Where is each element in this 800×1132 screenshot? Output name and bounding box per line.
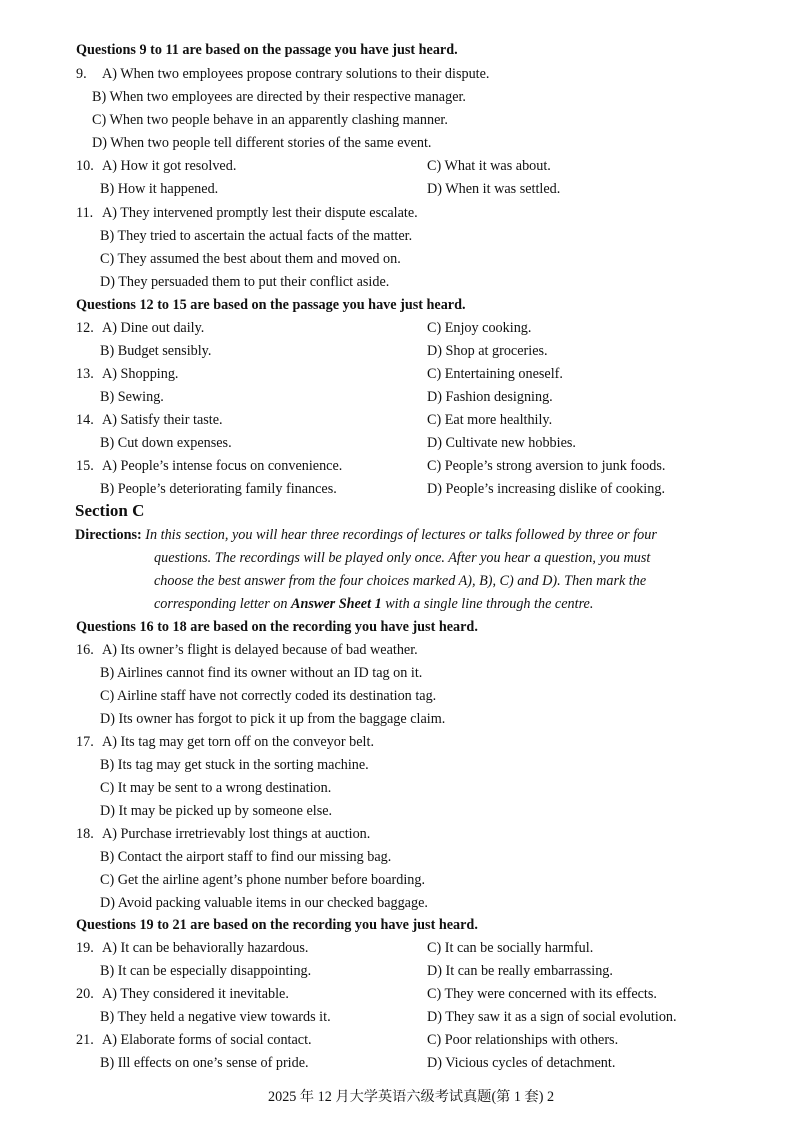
question-number: 18. — [76, 826, 94, 842]
question-19 — [76, 939, 308, 957]
option-a: A) Dine out daily. — [102, 320, 205, 336]
directions-line-3: choose the best answer from the four choices marked A), B), C) and D). Then mark the — [154, 573, 647, 589]
question-14 — [76, 411, 223, 429]
option-b: B) They held a negative view towards it. — [100, 1009, 331, 1025]
directions-line-1: In this section, you will hear three recordings of lectures or talks followed by three or four — [145, 527, 657, 543]
question-10 — [76, 157, 236, 175]
page-footer: 2025 年 12 月大学英语六级考试真题(第 1 套) 2 — [268, 1089, 555, 1105]
option-a: A) People’s intense focus on convenience. — [102, 458, 343, 474]
directions — [75, 526, 657, 544]
option-b: B) Ill effects on one’s sense of pride. — [100, 1055, 309, 1071]
question-group-heading: Questions 19 to 21 are based on the recording you have just heard. — [76, 917, 478, 933]
option-c: C) People’s strong aversion to junk foods. — [427, 458, 666, 474]
option-d: D) When it was settled. — [427, 181, 561, 197]
section-title: Section C — [75, 501, 145, 520]
directions-line-2: questions. The recordings will be played only once. After you hear a question, you must — [154, 550, 651, 566]
question-group-heading: Questions 16 to 18 are based on the recording you have just heard. — [76, 619, 478, 635]
question-number: 10. — [76, 158, 94, 174]
question-number: 9. — [76, 66, 87, 82]
option-d: D) They saw it as a sign of social evolution. — [427, 1009, 677, 1025]
directions-text: with a single line through the centre. — [381, 596, 594, 612]
option-c: C) What it was about. — [427, 158, 551, 174]
question-number: 14. — [76, 412, 94, 428]
question-13 — [76, 365, 178, 383]
option-b: B) Contact the airport staff to find our missing bag. — [100, 849, 392, 865]
question-number: 19. — [76, 940, 94, 956]
option-b: B) Airlines cannot find its owner without an ID tag on it. — [100, 665, 423, 681]
option-a: A) Satisfy their taste. — [102, 412, 223, 428]
option-c: C) When two people behave in an apparently clashing manner. — [92, 112, 448, 128]
option-a: A) How it got resolved. — [102, 158, 237, 174]
question-number: 21. — [76, 1032, 94, 1048]
question-group-heading: Questions 9 to 11 are based on the passage you have just heard. — [76, 42, 458, 58]
option-a: A) They intervened promptly lest their dispute escalate. — [102, 205, 418, 221]
option-c: C) Entertaining oneself. — [427, 366, 563, 382]
option-b: B) They tried to ascertain the actual facts of the matter. — [100, 228, 413, 244]
question-20 — [76, 985, 289, 1003]
option-a: A) Its owner’s flight is delayed because of bad weather. — [102, 642, 418, 658]
question-group-heading: Questions 12 to 15 are based on the passage you have just heard. — [76, 297, 466, 313]
option-a: A) When two employees propose contrary solutions to their dispute. — [102, 66, 490, 82]
question-12 — [76, 319, 204, 337]
directions-label: Directions: — [75, 527, 142, 543]
option-c: C) Eat more healthily. — [427, 412, 553, 428]
option-a: A) Elaborate forms of social contact. — [102, 1032, 312, 1048]
option-a: A) It can be behaviorally hazardous. — [102, 940, 309, 956]
question-17 — [76, 733, 374, 751]
option-c: C) It may be sent to a wrong destination. — [100, 780, 332, 796]
question-15 — [76, 457, 342, 475]
option-b: B) Its tag may get stuck in the sorting machine. — [100, 757, 369, 773]
question-number: 17. — [76, 734, 94, 750]
option-d: D) Avoid packing valuable items in our checked baggage. — [100, 895, 428, 911]
question-9 — [76, 65, 489, 83]
question-11 — [76, 204, 418, 222]
option-c: C) Get the airline agent’s phone number before boarding. — [100, 872, 426, 888]
directions-line-4 — [154, 595, 593, 613]
option-c: C) It can be socially harmful. — [427, 940, 594, 956]
option-c: C) Airline staff have not correctly coded its destination tag. — [100, 688, 437, 704]
option-d: D) It may be picked up by someone else. — [100, 803, 333, 819]
option-d: D) Shop at groceries. — [427, 343, 548, 359]
option-b: B) People’s deteriorating family finances. — [100, 481, 337, 497]
option-d: D) Its owner has forgot to pick it up from the baggage claim. — [100, 711, 446, 727]
directions-text: corresponding letter on — [154, 596, 291, 612]
question-number: 12. — [76, 320, 94, 336]
option-b: B) Sewing. — [100, 389, 164, 405]
question-18 — [76, 825, 370, 843]
option-b: B) Budget sensibly. — [100, 343, 212, 359]
option-d: D) They persuaded them to put their conflict aside. — [100, 274, 390, 290]
option-b: B) Cut down expenses. — [100, 435, 232, 451]
option-d: D) It can be really embarrassing. — [427, 963, 613, 979]
option-a: A) They considered it inevitable. — [102, 986, 289, 1002]
question-number: 11. — [76, 205, 94, 221]
option-a: A) Shopping. — [102, 366, 179, 382]
option-b: B) It can be especially disappointing. — [100, 963, 312, 979]
option-d: D) Vicious cycles of detachment. — [427, 1055, 616, 1071]
option-b: B) How it happened. — [100, 181, 219, 197]
question-21 — [76, 1031, 312, 1049]
option-a: A) Its tag may get torn off on the conveyor belt. — [102, 734, 374, 750]
question-number: 20. — [76, 986, 94, 1002]
option-c: C) Poor relationships with others. — [427, 1032, 619, 1048]
option-b: B) When two employees are directed by their respective manager. — [92, 89, 466, 105]
question-number: 16. — [76, 642, 94, 658]
question-16 — [76, 641, 418, 659]
option-c: C) They were concerned with its effects. — [427, 986, 657, 1002]
option-d: D) When two people tell different stories of the same event. — [92, 135, 432, 151]
option-d: D) Fashion designing. — [427, 389, 553, 405]
question-number: 13. — [76, 366, 94, 382]
option-c: C) They assumed the best about them and moved on. — [100, 251, 401, 267]
option-d: D) Cultivate new hobbies. — [427, 435, 576, 451]
question-number: 15. — [76, 458, 94, 474]
answer-sheet-ref: Answer Sheet 1 — [291, 596, 382, 612]
option-d: D) People’s increasing dislike of cooking. — [427, 481, 665, 497]
option-a: A) Purchase irretrievably lost things at auction. — [102, 826, 371, 842]
option-c: C) Enjoy cooking. — [427, 320, 532, 336]
